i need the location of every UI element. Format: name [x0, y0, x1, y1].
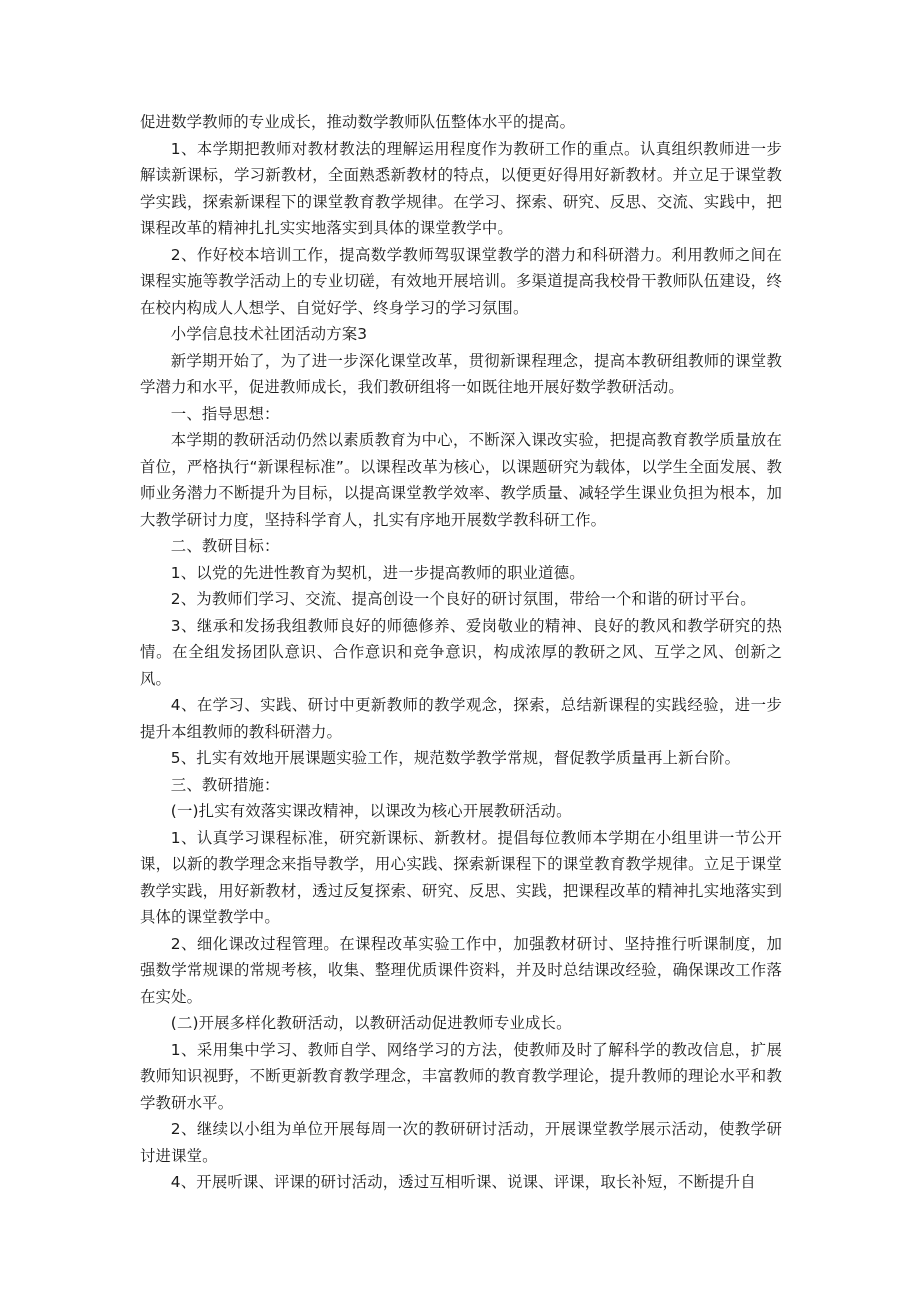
goal-item-4: 4、在学习、实践、研讨中更新教师的教学观念，探索，总结新课程的实践经验，进一步提升本组教师的教科研潜力。	[140, 696, 782, 741]
subheading-measure-2: (二)开展多样化教研活动，以教研活动促进教师专业成长。	[170, 1014, 572, 1032]
section-title: 小学信息技术社团活动方案3	[170, 325, 368, 343]
heading-research-goals: 二、教研目标：	[170, 537, 280, 555]
paragraph-7: 本学期的教研活动仍然以素质教育为中心，不断深入课改实验，把提高教育教学质量放在首位，严格执行“新课程标准”。以课程改革为核心，以课题研究为载体，以学生全面发展、教师业务潜力不断提升为目标，以提高课堂教学效率、教学质量、减轻学生课业负担为根本，加大教学研讨力度，坚持科学育人，扎实有序地开展数学教科研工作。	[140, 431, 782, 529]
goal-item-5: 5、扎实有效地开展课题实验工作，规范数学教学常规，督促教学质量再上新台阶。	[170, 749, 741, 767]
goal-item-2: 2、为教师们学习、交流、提高创设一个良好的研讨氛围，带给一个和谐的研讨平台。	[170, 590, 756, 608]
measure-2-item-2: 2、继续以小组为单位开展每周一次的教研研讨活动，开展课堂教学展示活动，使教学研讨进课堂。	[140, 1120, 782, 1165]
paragraph-2: 1、本学期把教师对教材教法的理解运用程度作为教研工作的重点。认真组织教师进一步解读新课标，学习新教材，全面熟悉新教材的特点，以便更好得用好新教材。并立足于课堂教学实践，探索新课程下的课堂教育教学规律。在学习、探索、研究、反思、交流、实践中，把课程改革的精神扎扎实实地落实到具体的课堂教学中。	[140, 139, 782, 237]
subheading-measure-1: (一)扎实有效落实课改精神，以课改为核心开展教研活动。	[170, 802, 572, 820]
paragraph-5: 新学期开始了，为了进一步深化课堂改革，贯彻新课程理念，提高本教研组教师的课堂教学潜力和水平，促进教师成长，我们教研组将一如既往地开展好数学教研活动。	[140, 351, 782, 396]
heading-research-measures: 三、教研措施：	[170, 775, 280, 794]
measure-1-item-2: 2、细化课改过程管理。在课程改革实验工作中，加强教材研讨、坚持推行听课制度，加强数学常规课的常规考核，收集、整理优质课件资料，并及时总结课改经验，确保课改工作落在实处。	[140, 934, 782, 1006]
document-body	[140, 109, 782, 1196]
measure-2-item-1: 1、采用集中学习、教师自学、网络学习的方法，使教师及时了解科学的教改信息，扩展教师知识视野，不断更新教育教学理念，丰富教师的教育教学理论，提升教师的理论水平和教学教研水平。	[140, 1040, 782, 1112]
paragraph-3: 2、作好校本培训工作，提高数学教师驾驭课堂教学的潜力和科研潜力。利用教师之间在课程实施等教学活动上的专业切磋，有效地开展培训。多渠道提高我校骨干教师队伍建设，终在校内构成人人想学、自觉好学、终身学习的学习氛围。	[140, 245, 782, 317]
goal-item-3: 3、继承和发扬我组教师良好的师德修养、爱岗敬业的精神、良好的教风和教学研究的热情。在全组发扬团队意识、合作意识和竞争意识，构成浓厚的教研之风、互学之风、创新之风。	[140, 616, 782, 688]
goal-item-1: 1、以党的先进性教育为契机，进一步提高教师的职业道德。	[170, 563, 585, 582]
paragraph-1: 促进数学教师的专业成长，推动数学教师队伍整体水平的提高。	[140, 113, 576, 131]
measure-1-item-1: 1、认真学习课程标准，研究新课标、新教材。提倡每位教师本学期在小组里讲一节公开课，以新的教学理念来指导教学，用心实践、探索新课程下的课堂教育教学规律。立足于课堂教学实践，用好新教材，透过反复探索、研究、反思、实践，把课程改革的精神扎实地落实到具体的课堂教学中。	[140, 828, 782, 926]
measure-2-item-4: 4、开展听课、评课的研讨活动，透过互相听课、说课、评课，取长补短，不断提升自	[170, 1173, 756, 1191]
heading-guiding-thought: 一、指导思想：	[170, 404, 280, 423]
